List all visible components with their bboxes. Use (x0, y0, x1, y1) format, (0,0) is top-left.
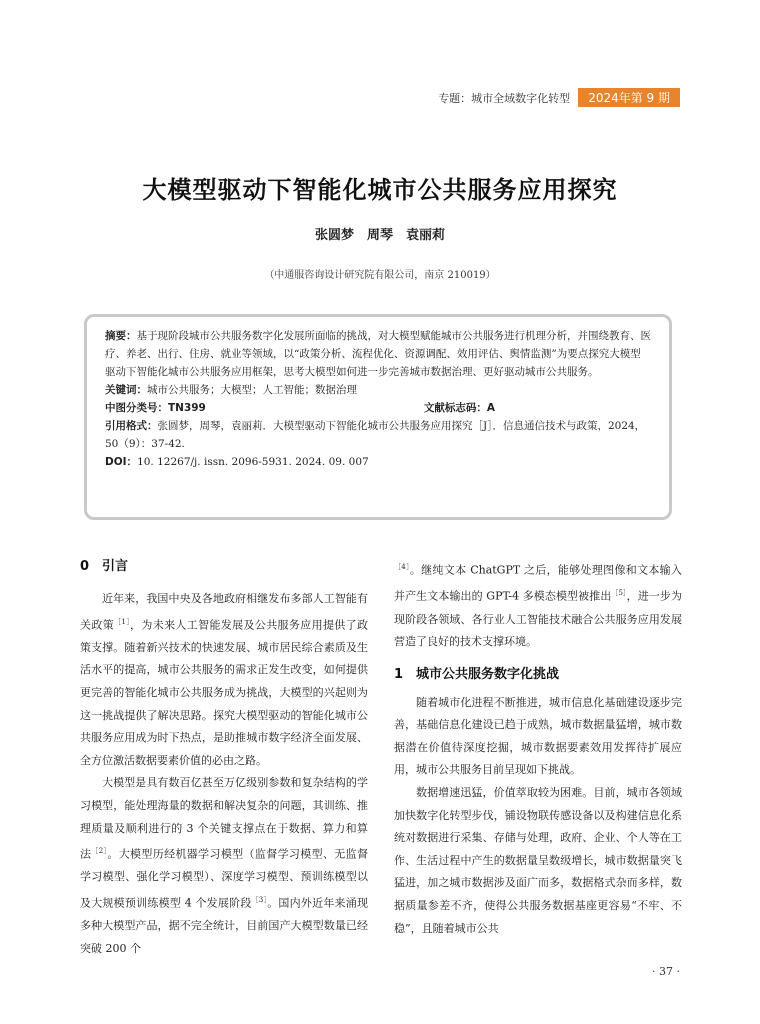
doccode-value: A (486, 402, 495, 414)
citation-ref-5[interactable]: ［5］ (611, 589, 627, 598)
paragraph-2-continued: $^{[4]}$。继纯文本 ChatGPT 之后，能够处理图像和文本输入并产生文本输出的 GPT-4 多模态模型被推出$^{[5]}$，进一步为现阶段各领域、各行业人工智能技术融合公共服务应用发展营造了良好的技术支撑环境。 (394, 563, 682, 649)
doi (105, 453, 651, 471)
citation (105, 417, 651, 453)
section-1-heading: 1 城市公共服务数字化挑战 (394, 666, 560, 682)
journal-topic: 专题：城市全域数字化转型 (438, 91, 571, 105)
left-column (80, 556, 368, 960)
citation-ref-4[interactable]: ［4］ (394, 563, 410, 571)
citation-label: 引用格式： (105, 420, 158, 432)
keywords (105, 381, 651, 399)
paragraph-1: 近年来，我国中央及各地政府相继发布多部人工智能有关政策$^{[1]}$，为未来人工智能发展及公共服务应用提供了政策支撑。随着新兴技术的快速发展、城市居民综合素质及生活水平的提高，城市公共服务的需求正发生改变，如何提供更完善的智能化城市公共服务成为挑战，大模型的兴起则为这一挑战提供了解决思路。探究大模型驱动的智能化城市公共服务应用成为时下热点，是助推城市数字经济全面发展、全方位激活数据要素价值的必由之路。 (80, 592, 368, 767)
abstract-label: 摘要： (105, 330, 137, 342)
paragraph-2: 大模型是具有数百亿甚至万亿级别参数和复杂结构的学习模型，能处理海量的数据和解决复杂的问题，其训练、推理质量及顺利进行的 3 个关键支撑点在于数据、算力和算法$^{[2]}$。大模型历经机器学习模型（监督学习模型、无监督学习模型、强化学习模型）、深度学习模型、预训练模型以及大规模预训练模型 4 个发展阶段$^{[3]}$。国内外近年来涌现多种大模型产品，据不完全统计，目前国产大模型数量已经突破 200 个 (80, 776, 368, 955)
paragraph-4: 数据增速迅猛，价值萃取较为困难。目前，城市各领域加快数字化转型步伐，铺设物联传感设备以及构建信息化系统对数据进行采集、存储与处理，政府、企业、个人等在工作、生活过程中产生的数据量呈数级增长，城市数据量突飞猛进，加之城市数据涉及面广而多，数据格式杂而多样，数据质量参差不齐，使得公共服务数据基座更容易“不牢、不稳”，且随着城市公共 (394, 786, 682, 935)
citation-ref-1[interactable]: ［1］ (114, 617, 131, 626)
page-number: · 37 · (652, 965, 680, 978)
doccode-label: 文献标志码： (423, 402, 487, 414)
citation-ref-3[interactable]: ［3］ (251, 896, 268, 905)
authors: 张圆梦 周琴 袁丽莉 (314, 228, 445, 243)
clc-label: 中图分类号： (105, 402, 168, 414)
paper-title: 大模型驱动下智能化城市公共服务应用探究 (142, 176, 618, 204)
keywords-text: 城市公共服务；大模型；人工智能；数据治理 (147, 384, 357, 396)
abstract-text: 基于现阶段城市公共服务数字化发展所面临的挑战，对大模型赋能城市公共服务进行机理分析，并围绕教育、医疗、养老、出行、住房、就业等领域，以“政策分析、流程优化、资源调配、效用评估、舆情监测”为要点探究大模型驱动下智能化城市公共服务应用框架，思考大模型如何进一步完善城市数据治理、更好驱动城市公共服务。 (105, 330, 651, 378)
classification-row (105, 399, 495, 417)
keywords-label: 关键词： (105, 384, 147, 396)
abstract (105, 327, 651, 381)
citation-ref-2[interactable]: ［2］ (91, 847, 108, 856)
doi-label: DOI： (105, 456, 138, 468)
clc-value: TN399 (168, 402, 206, 414)
abstract-box (84, 314, 672, 520)
citation-text: 张圆梦，周琴，袁丽莉．大模型驱动下智能化城市公共服务应用探究［J］．信息通信技术与政策，2024，50（9）：37-42. (105, 420, 646, 450)
right-column (394, 556, 682, 940)
issue-badge: 2024年第 9 期 (578, 88, 680, 107)
page-header (438, 88, 680, 107)
doi-link[interactable]: 10. 12267/j. issn. 2096-5931. 2024. 09. 007 (137, 456, 369, 468)
paragraph-3: 随着城市化进程不断推进，城市信息化基础建设逐步完善，基础信息化建设已趋于成熟，城市数据量猛增，城市数据潜在价值待深度挖掘，城市数据要素效用发挥待扩展应用，城市公共服务目前呈现如下挑战。 (394, 695, 682, 777)
section-0-heading: 0 引言 (80, 559, 129, 574)
affiliation: （中通服咨询设计研究院有限公司，南京 210019） (264, 270, 496, 281)
